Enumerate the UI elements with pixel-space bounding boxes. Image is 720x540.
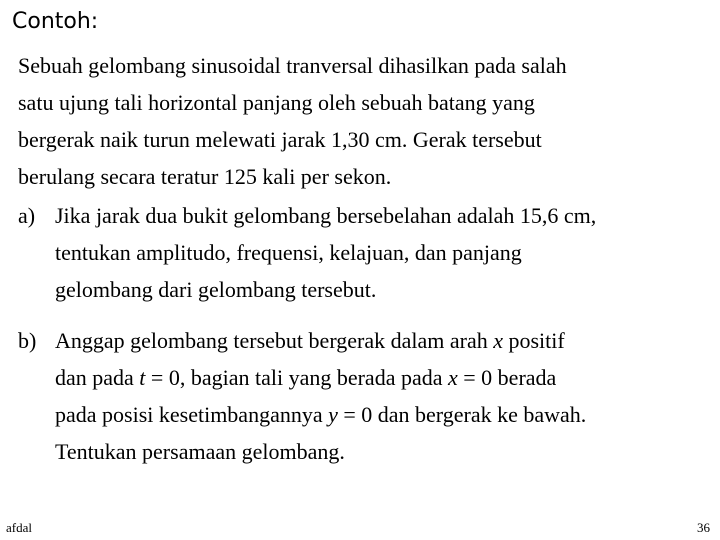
intro-line: Sebuah gelombang sinusoidal tranversal dihasilkan pada salah <box>18 53 567 78</box>
question-a-line: tentukan amplitudo, frequensi, kelajuan, dan panjang <box>55 240 522 265</box>
question-a <box>18 197 713 308</box>
question-b-marker: b) <box>18 328 37 353</box>
variable-y: y <box>328 402 338 427</box>
heading: Contoh: <box>12 9 99 34</box>
text: dan pada <box>55 365 140 390</box>
text: positif <box>502 328 565 353</box>
page-number: 36 <box>697 520 710 535</box>
question-b <box>18 322 713 470</box>
intro-line: satu ujung tali horizontal panjang oleh sebuah batang yang <box>18 90 535 115</box>
text: = 0, bagian tali yang berada pada <box>145 365 448 390</box>
variable-x: x <box>448 365 458 390</box>
text: = 0 dan bergerak ke bawah. <box>337 402 587 427</box>
intro-line: bergerak naik turun melewati jarak 1,30 cm. Gerak tersebut <box>18 127 542 152</box>
variable-t: t <box>139 365 146 390</box>
text: = 0 berada <box>457 365 557 390</box>
intro-line: berulang secara teratur 125 kali per sekon. <box>18 164 392 189</box>
text: Anggap gelombang tersebut bergerak dalam arah <box>55 328 494 353</box>
footer-author: afdal <box>6 520 32 535</box>
question-b-line <box>18 396 713 433</box>
question-b-line: Tentukan persamaan gelombang. <box>55 439 345 464</box>
question-a-line: gelombang dari gelombang tersebut. <box>55 277 377 302</box>
question-a-line: Jika jarak dua bukit gelombang bersebelahan adalah 15,6 cm, <box>55 203 597 228</box>
question-a-marker: a) <box>18 203 36 228</box>
text: pada posisi kesetimbangannya <box>55 402 329 427</box>
question-b-line <box>18 322 713 359</box>
intro-paragraph <box>18 47 708 195</box>
question-b-line <box>18 359 713 396</box>
variable-x: x <box>493 328 503 353</box>
